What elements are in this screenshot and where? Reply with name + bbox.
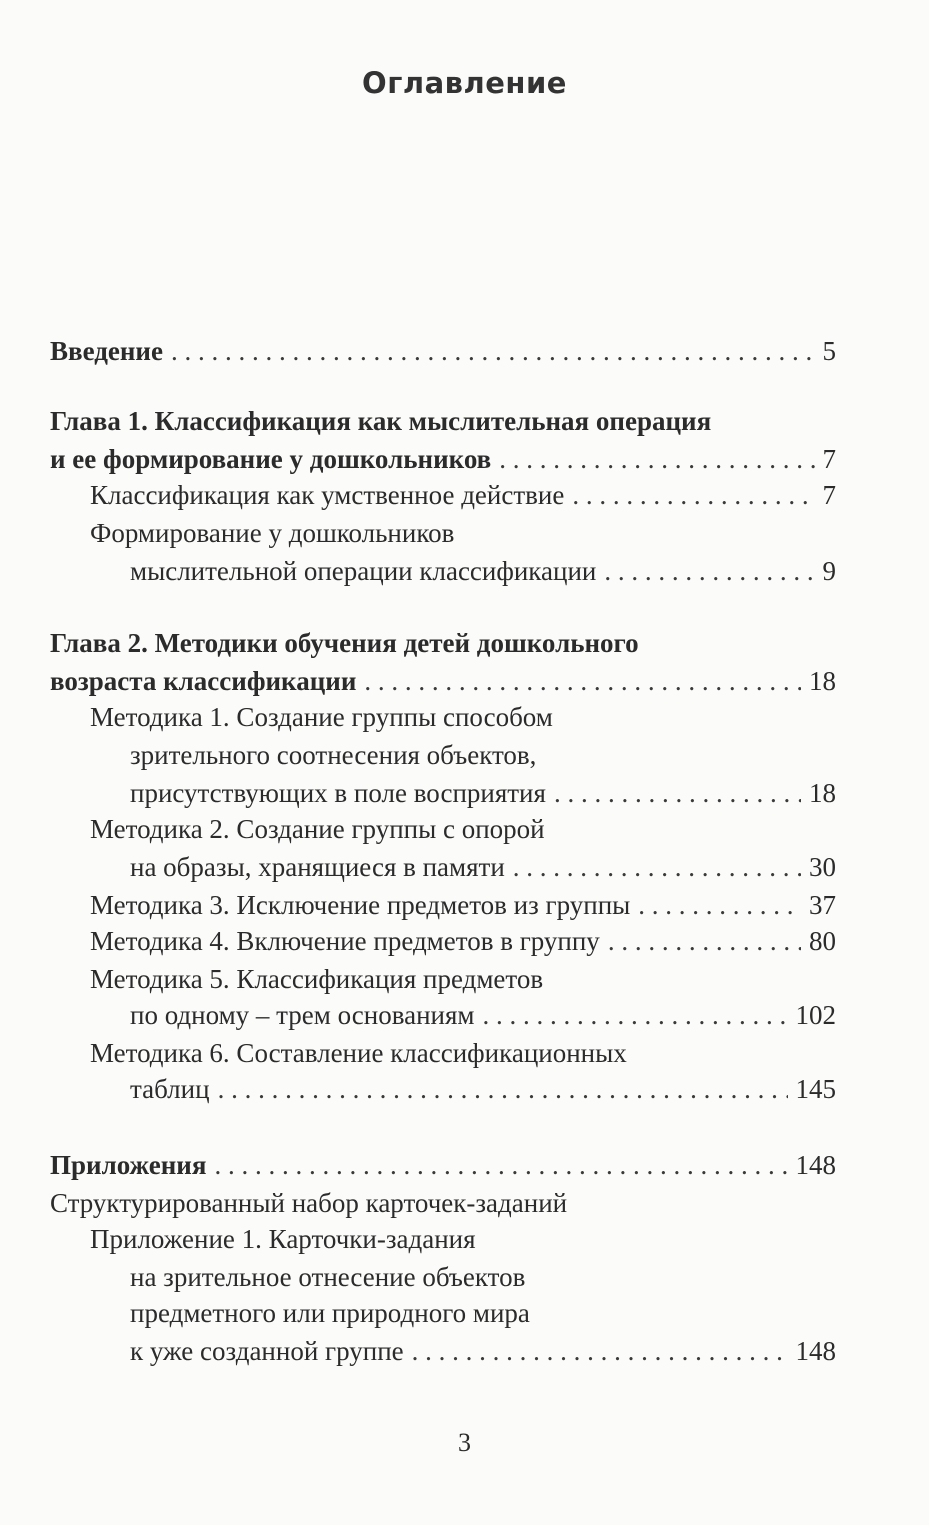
toc-entry bbox=[90, 518, 454, 554]
toc-entry-page: 5 bbox=[822, 336, 836, 366]
toc-entry-title: таблиц bbox=[130, 1074, 210, 1104]
toc-entry-title: Приложения bbox=[50, 1150, 207, 1180]
dot-leader bbox=[513, 852, 801, 883]
toc-entry-page: 7 bbox=[822, 444, 836, 474]
toc-entry-title: Методика 5. Классификация предметов bbox=[90, 964, 544, 994]
toc-entry-page: 148 bbox=[795, 1336, 836, 1366]
dot-leader bbox=[218, 1074, 788, 1105]
toc-entry-title: Формирование у дошкольников bbox=[90, 518, 455, 548]
page-number: 3 bbox=[458, 1428, 471, 1457]
toc-entry-title: Структурированный набор карточек-заданий bbox=[50, 1188, 568, 1218]
dot-leader bbox=[604, 556, 814, 587]
toc-entry-title: зрительного соотнесения объектов, bbox=[130, 740, 537, 770]
toc-entry bbox=[130, 1262, 525, 1298]
toc-entry bbox=[130, 1000, 836, 1036]
toc-entry-title: Приложение 1. Карточки-задания bbox=[90, 1224, 476, 1254]
dot-leader bbox=[499, 444, 814, 475]
toc-entry-title: Классификация как умственное действие bbox=[90, 480, 565, 510]
page-title: Оглавление bbox=[362, 66, 567, 100]
toc-entry-title: по одному – трем основаниям bbox=[130, 1000, 475, 1030]
toc-entry-title: предметного или природного мира bbox=[130, 1298, 530, 1328]
toc-entry bbox=[130, 1336, 836, 1372]
toc-entry-page: 102 bbox=[795, 1000, 836, 1030]
toc-entry-title: Методика 3. Исключение предметов из группы bbox=[90, 890, 631, 920]
toc-entry-title: и ее формирование у дошкольников bbox=[50, 444, 492, 474]
toc-entry bbox=[90, 814, 545, 850]
toc-entry-page: 148 bbox=[795, 1150, 836, 1180]
toc-entry-page: 30 bbox=[809, 852, 836, 882]
toc-entry bbox=[90, 702, 553, 738]
toc-entry-title: Методика 1. Создание группы способом bbox=[90, 702, 553, 732]
toc-entry bbox=[90, 926, 836, 962]
toc-entry-title: к уже созданной группе bbox=[130, 1336, 404, 1366]
toc-entry bbox=[90, 1038, 627, 1074]
toc-entry bbox=[130, 1298, 530, 1334]
dot-leader bbox=[608, 926, 801, 957]
toc-entry-title: мыслительной операции классификации bbox=[130, 556, 597, 586]
toc-entry bbox=[50, 1150, 836, 1186]
toc-entry-title: Методика 2. Создание группы с опорой bbox=[90, 814, 545, 844]
toc-entry-title: возраста классификации bbox=[50, 666, 357, 696]
toc-entry bbox=[130, 740, 536, 776]
dot-leader bbox=[364, 666, 801, 697]
dot-leader bbox=[572, 480, 814, 511]
toc-entry-title: Методика 6. Составление классификационных bbox=[90, 1038, 627, 1068]
toc-entry bbox=[50, 1188, 567, 1224]
toc-entry bbox=[90, 964, 543, 1000]
toc-entry-page: 7 bbox=[822, 480, 836, 510]
toc-entry bbox=[130, 556, 836, 592]
toc-entry bbox=[90, 890, 836, 926]
dot-leader bbox=[412, 1336, 788, 1367]
toc-entry-title: Глава 1. Классификация как мыслительная операция bbox=[50, 406, 712, 436]
toc-entry bbox=[130, 1074, 836, 1110]
toc-entry bbox=[130, 778, 836, 814]
dot-leader bbox=[638, 890, 801, 921]
dot-leader bbox=[554, 778, 801, 809]
toc-entry-page: 37 bbox=[809, 890, 836, 920]
toc-entry-page: 18 bbox=[809, 666, 836, 696]
toc-entry-title: присутствующих в поле восприятия bbox=[130, 778, 546, 808]
dot-leader bbox=[483, 1000, 788, 1031]
toc-entry-title: Введение bbox=[50, 336, 163, 366]
toc-entry bbox=[50, 336, 836, 372]
toc-entry-title: на образы, хранящиеся в памяти bbox=[130, 852, 505, 882]
dot-leader bbox=[171, 336, 815, 367]
toc-entry-page: 18 bbox=[809, 778, 836, 808]
toc-entry-page: 80 bbox=[809, 926, 836, 956]
dot-leader bbox=[214, 1150, 787, 1181]
toc-entry bbox=[90, 480, 836, 516]
toc-entry-title: Глава 2. Методики обучения детей дошкольного bbox=[50, 628, 639, 658]
toc-entry-page: 9 bbox=[822, 556, 836, 586]
toc-entry bbox=[50, 406, 711, 442]
toc-entry bbox=[50, 444, 836, 480]
toc-entry bbox=[90, 1224, 476, 1260]
toc-entry bbox=[50, 628, 639, 664]
toc-entry bbox=[50, 666, 836, 702]
toc-entry bbox=[130, 852, 836, 888]
toc-entry-title: Методика 4. Включение предметов в группу bbox=[90, 926, 600, 956]
toc-entry-title: на зрительное отнесение объектов bbox=[130, 1262, 526, 1292]
toc-entry-page: 145 bbox=[795, 1074, 836, 1104]
